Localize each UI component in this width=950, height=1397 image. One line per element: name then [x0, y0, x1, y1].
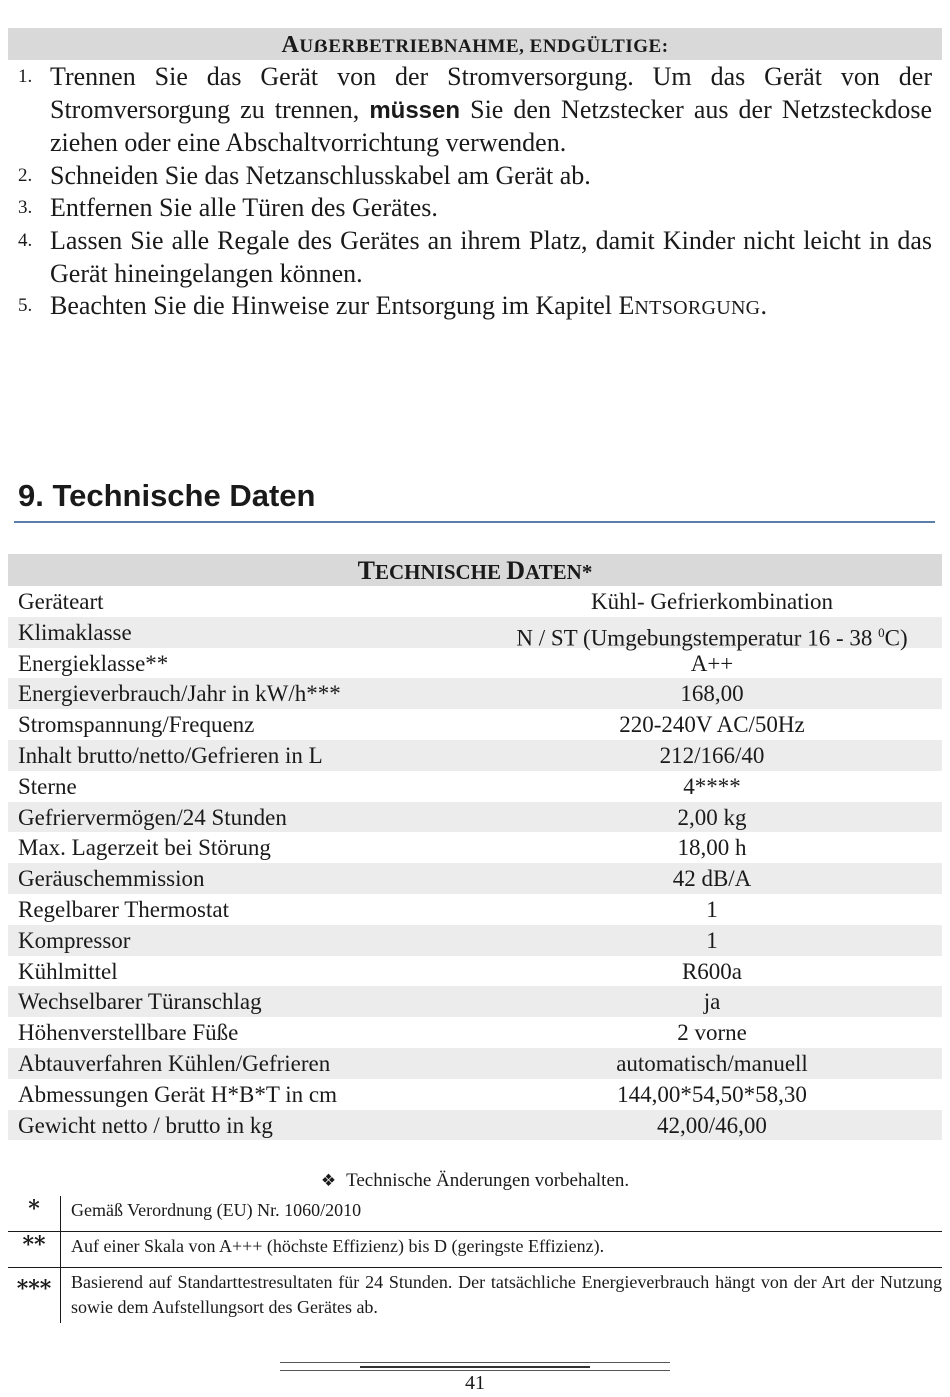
diamond-bullet-icon: ❖: [320, 1171, 337, 1191]
table-row: [8, 802, 942, 833]
table-row: [8, 1017, 942, 1048]
spec-label: Höhenverstellbare Füße: [18, 1020, 239, 1046]
footnote-text: Auf einer Skala von A+++ (höchste Effizienz) bis D (geringste Effizienz).: [61, 1232, 943, 1268]
spec-label: Gewicht netto / brutto in kg: [18, 1112, 273, 1138]
spec-value: 2 vorne: [677, 1020, 747, 1046]
step-text-part: .: [760, 291, 767, 321]
spec-value: 42,00/46,00: [657, 1112, 767, 1138]
note-text: Technische Änderungen vorbehalten.: [346, 1170, 630, 1191]
spec-label: Energieverbrauch/Jahr in kW/h***: [18, 681, 341, 707]
spec-label: Abtauverfahren Kühlen/Gefrieren: [18, 1050, 331, 1076]
decommission-heading: [8, 28, 942, 60]
footnote-mark: ***: [8, 1268, 61, 1324]
spec-table: [8, 586, 942, 1140]
step-text: Lassen Sie alle Regale des Gerätes an ihrem Platz, damit Kinder nicht leicht in das Gerät hineingelangen können.: [50, 225, 932, 288]
chapter-ref-capital: E: [618, 291, 635, 321]
footer-rule-thick: [360, 1366, 590, 1368]
table-row: [8, 586, 942, 617]
table-row: [8, 956, 942, 987]
spec-value: 144,00*54,50*58,30: [617, 1081, 807, 1107]
footer-rule: [280, 1362, 670, 1363]
spec-value: automatisch/manuell: [616, 1050, 808, 1076]
footnote-text: Basierend auf Standarttestresultaten für 24 Stunden. Der tatsächliche Energieverbrauch hängt von der Art der Nutzung sowie dem Aufstellungsort des Gerätes ab.: [61, 1268, 943, 1324]
table-heading-smallcaps-2: ATEN*: [525, 560, 593, 584]
spec-value: Kühl- Gefrierkombination: [590, 589, 834, 614]
heading-separator: ,: [519, 36, 530, 57]
step-text-part: Sie den Netzstecker aus der Netzsteckdose ziehen oder eine Abschaltvorrichtung verwenden.: [50, 94, 933, 158]
spec-value: 42 dB/A: [672, 866, 752, 892]
table-row: [8, 740, 942, 771]
spec-value: ja: [703, 989, 721, 1015]
spec-value: [482, 617, 942, 651]
heading-smallcaps-2: ENDGÜLTIGE:: [529, 36, 669, 57]
footnote-row: [8, 1268, 942, 1324]
footnote-row: [8, 1196, 942, 1232]
step-number: 1.: [18, 66, 33, 87]
step-number: 3.: [18, 197, 33, 219]
table-row: [8, 986, 942, 1017]
step-text: [50, 61, 932, 160]
spec-value-part: N / ST (Umgebungstemperatur 16 - 38: [516, 625, 879, 651]
step-text: [50, 290, 932, 325]
heading-capital: A: [281, 32, 300, 58]
table-row: [8, 1048, 942, 1079]
table-heading-smallcaps: ECHNISCHE: [374, 560, 507, 584]
decommission-steps: [14, 61, 932, 325]
spec-label: Kompressor: [18, 927, 131, 953]
spec-label: Wechselbarer Türanschlag: [18, 989, 262, 1015]
spec-label: Max. Lagerzeit bei Störung: [18, 835, 271, 861]
spec-value: 1: [706, 927, 718, 953]
step-text: Schneiden Sie das Netzanschlusskabel am Gerät ab.: [50, 160, 591, 190]
footnote-text: Gemäß Verordnung (EU) Nr. 1060/2010: [71, 1200, 362, 1220]
footnote-mark: **: [8, 1232, 61, 1268]
table-row: [8, 925, 942, 956]
table-heading-capital: T: [357, 556, 375, 585]
spec-label: Klimaklasse: [18, 619, 132, 645]
spec-table-heading: [8, 554, 942, 586]
table-row: [8, 863, 942, 894]
list-item: [14, 192, 932, 225]
spec-value: 2,00 kg: [677, 804, 747, 830]
table-row: [8, 617, 942, 651]
step-text-part: Trennen Sie das Gerät von der Stromversorgung. Um das Gerät von der Stromversorgung zu trennen,: [50, 62, 932, 124]
spec-label: Sterne: [18, 773, 77, 799]
spec-label: Geräteart: [18, 589, 104, 614]
step-text: Entfernen Sie alle Türen des Gerätes.: [50, 193, 438, 223]
spec-value: 18,00 h: [677, 835, 747, 861]
spec-value: 168,00: [680, 681, 744, 707]
list-item: [14, 290, 932, 325]
spec-value: R600a: [681, 958, 743, 984]
section-title: 9. Technische Daten: [18, 478, 316, 513]
spec-label: Inhalt brutto/netto/Gefrieren in L: [18, 742, 323, 768]
list-item: [14, 61, 932, 160]
list-item: [14, 160, 932, 193]
spec-value: 1: [706, 896, 718, 922]
footer-rule: [280, 1370, 670, 1371]
footnote-mark: *: [8, 1196, 61, 1232]
spec-label: Gefriervermögen/24 Stunden: [18, 804, 287, 830]
page-number: 41: [465, 1372, 485, 1394]
spec-value: 220-240V AC/50Hz: [619, 712, 805, 738]
spec-label: Abmessungen Gerät H*B*T in cm: [18, 1081, 337, 1107]
spec-value: 4****: [683, 773, 741, 799]
table-row: [8, 648, 942, 679]
spec-value: A++: [690, 650, 734, 676]
table-row: [8, 678, 942, 709]
heading-smallcaps: UẞERBETRIEBNAHME: [299, 36, 520, 57]
spec-value-superscript: 0: [878, 624, 885, 640]
section-divider: [14, 521, 935, 523]
spec-label: Geräuschemmission: [18, 866, 205, 892]
table-row: [8, 771, 942, 802]
step-text-part: Beachten Sie die Hinweise zur Entsorgung im Kapitel: [50, 291, 619, 321]
spec-value: 212/166/40: [659, 742, 765, 768]
changes-note: [0, 1170, 950, 1192]
spec-label: Kühlmittel: [18, 958, 118, 984]
spec-label: Stromspannung/Frequenz: [18, 712, 255, 738]
table-row: [8, 709, 942, 740]
table-row: [8, 1079, 942, 1110]
spec-value-part: C): [884, 625, 908, 651]
table-row: [8, 1110, 942, 1141]
spec-label: Energieklasse**: [18, 650, 169, 676]
spec-label: Regelbarer Thermostat: [18, 896, 229, 922]
step-number: 4.: [18, 229, 33, 251]
list-item: [14, 225, 932, 290]
table-row: [8, 832, 942, 863]
step-number: 2.: [18, 164, 33, 186]
footnotes-table: [8, 1196, 942, 1323]
table-heading-capital-2: D: [506, 556, 526, 585]
footnote-row: [8, 1232, 942, 1268]
step-number: 5.: [18, 295, 33, 317]
table-row: [8, 894, 942, 925]
chapter-ref-smallcaps: NTSORGUNG: [634, 297, 761, 320]
step-emphasis: müssen: [369, 96, 461, 124]
